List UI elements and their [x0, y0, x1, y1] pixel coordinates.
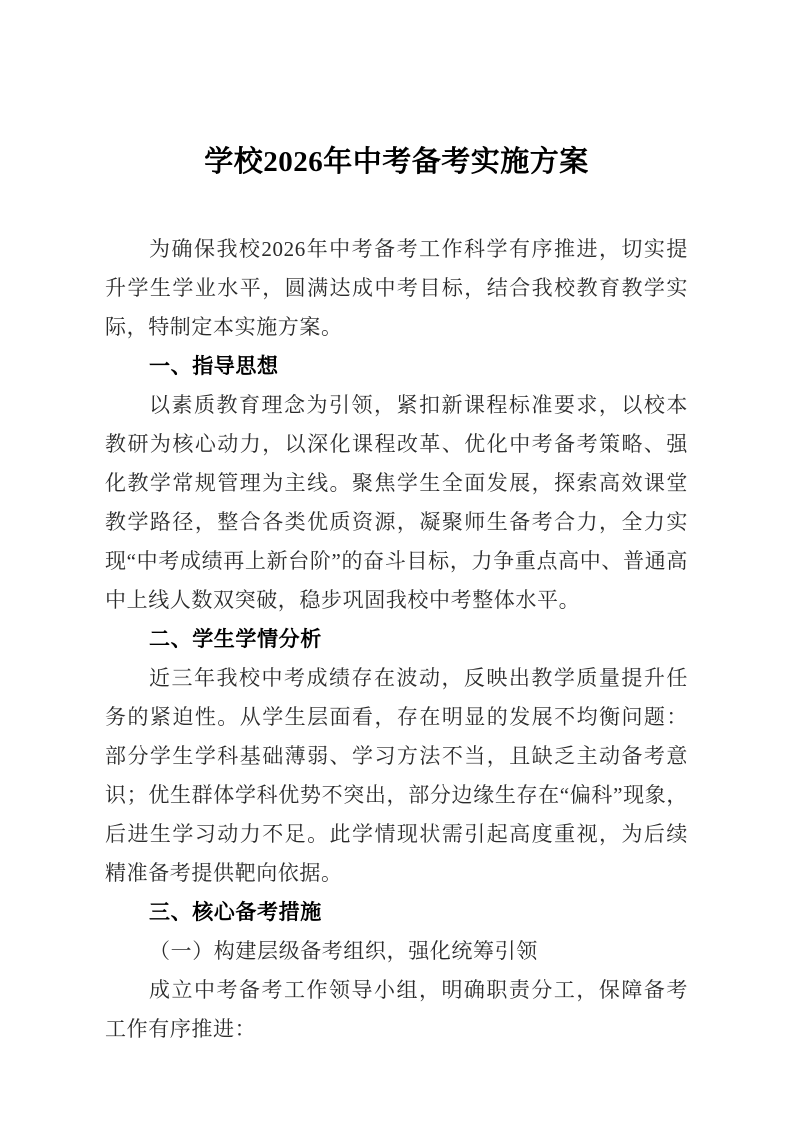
section-heading-student-analysis: 二、学生学情分析 [149, 628, 322, 651]
paragraph-guiding-ideology: 以素质教育理念为引领，紧扣新课程标准要求，以校本教研为核心动力，以深化课程改革、优化中考备考策略、强化教学常规管理为主线。聚焦学生全面发展，探索高效课堂教学路径，整合各类优质资源，凝聚师生备考合力，全力实现“中考成绩再上新台阶”的奋斗目标，力争重点高中、普通高中上线人数双突破，稳步巩固我校中考整体水平。 [105, 393, 688, 612]
paragraph-student-analysis: 近三年我校中考成绩存在波动，反映出教学质量提升任务的紧迫性。从学生层面看，存在明显的发展不均衡问题：部分学生学科基础薄弱、学习方法不当，且缺乏主动备考意识；优生群体学科优势不突出，部分边缘生存在“偏科”现象，后进生学习动力不足。此学情现状需引起高度重视，为后续精准备考提供靶向依据。 [105, 666, 688, 885]
document-content [105, 140, 688, 1049]
paragraph-organization: 成立中考备考工作领导小组，明确职责分工，保障备考工作有序推进： [105, 978, 688, 1041]
page-title: 学校2026年中考备考实施方案 [204, 146, 589, 178]
paragraph-intro: 为确保我校2026年中考备考工作科学有序推进，切实提升学生学业水平，圆满达成中考目标，结合我校教育教学实际，特制定本实施方案。 [105, 237, 688, 339]
sub-heading-organization: （一）构建层级备考组织，强化统筹引领 [149, 939, 538, 963]
section-heading-guiding-ideology: 一、指导思想 [149, 355, 279, 378]
section-heading-core-measures: 三、核心备考措施 [149, 901, 322, 924]
